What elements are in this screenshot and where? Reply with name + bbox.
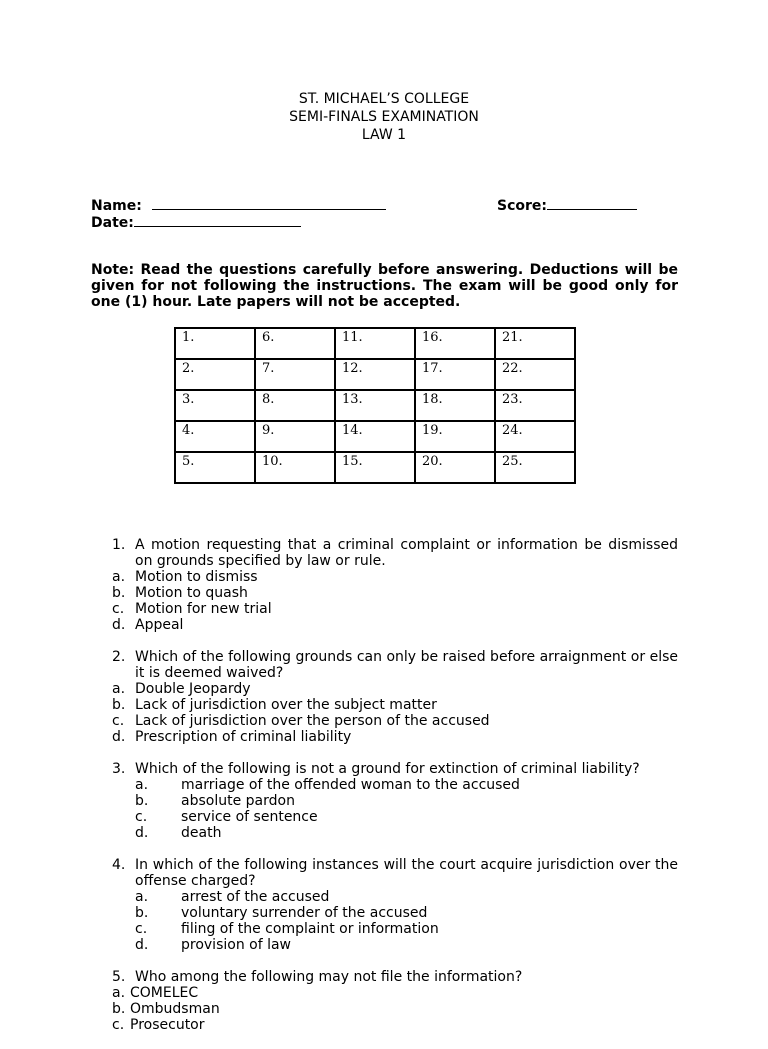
answer-cell[interactable]: 15.: [335, 452, 415, 483]
option-text: Lack of jurisdiction over the person of the accused: [135, 713, 490, 729]
score-blank[interactable]: [547, 197, 637, 210]
answer-grid-row: [175, 421, 575, 452]
answer-cell[interactable]: 4.: [175, 421, 255, 452]
answer-cell[interactable]: 20.: [415, 452, 495, 483]
score-field: [497, 197, 637, 214]
answer-cell[interactable]: 14.: [335, 421, 415, 452]
option[interactable]: [0, 601, 768, 617]
question-text: A motion requesting that a criminal complaint or information be dismissed on grounds specified by law or rule.: [135, 537, 678, 569]
answer-cell[interactable]: 8.: [255, 390, 335, 421]
answer-cell[interactable]: 18.: [415, 390, 495, 421]
option-letter: b.: [135, 905, 149, 921]
option[interactable]: [0, 681, 768, 697]
option-letter: b.: [112, 1001, 126, 1017]
question-text: Which of the following is not a ground for extinction of criminal liability?: [135, 761, 640, 777]
subject-title: LAW 1: [361, 127, 407, 143]
option-text: Double Jeopardy: [135, 681, 251, 697]
question-number: 1.: [112, 537, 126, 553]
question-number: 5.: [112, 969, 126, 985]
answer-cell[interactable]: 21.: [495, 328, 575, 359]
answer-grid: [174, 327, 576, 484]
question-text: In which of the following instances will the court acquire jurisdiction over the offense charged?: [135, 857, 678, 889]
question-3: [0, 761, 768, 841]
question-number: 4.: [112, 857, 126, 873]
answer-cell[interactable]: 5.: [175, 452, 255, 483]
option-letter: b.: [112, 697, 126, 713]
answer-cell[interactable]: 23.: [495, 390, 575, 421]
answer-cell[interactable]: 25.: [495, 452, 575, 483]
option-letter: b.: [112, 585, 126, 601]
option-text: filing of the complaint or information: [181, 921, 439, 937]
date-label: Date:: [91, 215, 134, 231]
answer-cell[interactable]: 2.: [175, 359, 255, 390]
option-text: marriage of the offended woman to the accused: [181, 777, 520, 793]
option[interactable]: [0, 1017, 768, 1033]
option-letter: a.: [135, 777, 149, 793]
option-letter: a.: [112, 985, 126, 1001]
option[interactable]: [0, 793, 768, 809]
answer-grid-row: [175, 328, 575, 359]
question-number: 2.: [112, 649, 126, 665]
question-2: [0, 649, 768, 745]
option-letter: c.: [135, 921, 148, 937]
option[interactable]: [0, 617, 768, 633]
option-letter: c.: [112, 1017, 125, 1033]
question-5: [0, 969, 768, 1033]
question-1: [0, 537, 768, 633]
option-text: Appeal: [135, 617, 184, 633]
answer-cell[interactable]: 19.: [415, 421, 495, 452]
score-label: Score:: [497, 198, 547, 214]
option[interactable]: [0, 713, 768, 729]
option[interactable]: [0, 1001, 768, 1017]
question-text: Which of the following grounds can only be raised before arraignment or else it is deemed waived?: [135, 649, 678, 681]
option-letter: a.: [112, 681, 126, 697]
question-number: 3.: [112, 761, 126, 777]
name-blank[interactable]: [152, 197, 386, 210]
option-text: Prosecutor: [130, 1017, 205, 1033]
answer-cell[interactable]: 3.: [175, 390, 255, 421]
option[interactable]: [0, 905, 768, 921]
answer-cell[interactable]: 1.: [175, 328, 255, 359]
option-text: absolute pardon: [181, 793, 295, 809]
option-text: Prescription of criminal liability: [135, 729, 352, 745]
option-letter: c.: [135, 809, 148, 825]
option-letter: c.: [112, 601, 125, 617]
answer-cell[interactable]: 22.: [495, 359, 575, 390]
option[interactable]: [0, 921, 768, 937]
answer-cell[interactable]: 10.: [255, 452, 335, 483]
option-letter: a.: [112, 569, 126, 585]
option-text: Motion to quash: [135, 585, 248, 601]
date-field: [91, 214, 301, 231]
option-letter: d.: [112, 617, 126, 633]
option-letter: c.: [112, 713, 125, 729]
option-letter: b.: [135, 793, 149, 809]
option[interactable]: [0, 569, 768, 585]
option-text: Lack of jurisdiction over the subject matter: [135, 697, 437, 713]
answer-cell[interactable]: 17.: [415, 359, 495, 390]
option[interactable]: [0, 585, 768, 601]
answer-cell[interactable]: 16.: [415, 328, 495, 359]
answer-cell[interactable]: 7.: [255, 359, 335, 390]
option-letter: a.: [135, 889, 149, 905]
instructions-note: Note: Read the questions carefully before answering. Deductions will be given for not following the instructions. The exam will be good only for one (1) hour. Late papers will not be accepted.: [91, 262, 678, 310]
answer-grid-row: [175, 452, 575, 483]
option-text: Motion for new trial: [135, 601, 272, 617]
option-text: voluntary surrender of the accused: [181, 905, 428, 921]
option-text: provision of law: [181, 937, 292, 953]
option-letter: d.: [135, 825, 149, 841]
option-text: service of sentence: [181, 809, 318, 825]
answer-cell[interactable]: 13.: [335, 390, 415, 421]
option-text: arrest of the accused: [181, 889, 330, 905]
answer-cell[interactable]: 24.: [495, 421, 575, 452]
option-text: death: [181, 825, 222, 841]
answer-cell[interactable]: 9.: [255, 421, 335, 452]
option[interactable]: [0, 825, 768, 841]
option-text: Motion to dismiss: [135, 569, 258, 585]
question-4: [0, 857, 768, 953]
question-list: [0, 537, 768, 1049]
answer-cell[interactable]: 6.: [255, 328, 335, 359]
option[interactable]: [0, 809, 768, 825]
date-blank[interactable]: [134, 214, 301, 227]
option[interactable]: [0, 697, 768, 713]
option[interactable]: [0, 889, 768, 905]
exam-title: SEMI-FINALS EXAMINATION: [289, 109, 479, 125]
exam-header: [0, 90, 768, 144]
answer-grid-row: [175, 390, 575, 421]
question-text: Who among the following may not file the information?: [135, 969, 523, 985]
option[interactable]: [0, 937, 768, 953]
name-field: [91, 197, 386, 214]
option[interactable]: [0, 777, 768, 793]
answer-cell[interactable]: 11.: [335, 328, 415, 359]
school-name: ST. MICHAEL’S COLLEGE: [298, 91, 470, 107]
option[interactable]: [0, 985, 768, 1001]
option-text: COMELEC: [130, 985, 199, 1001]
option-letter: d.: [112, 729, 126, 745]
answer-grid-row: [175, 359, 575, 390]
option-letter: d.: [135, 937, 149, 953]
option[interactable]: [0, 729, 768, 745]
name-label: Name:: [91, 198, 142, 214]
option-text: Ombudsman: [130, 1001, 220, 1017]
answer-cell[interactable]: 12.: [335, 359, 415, 390]
